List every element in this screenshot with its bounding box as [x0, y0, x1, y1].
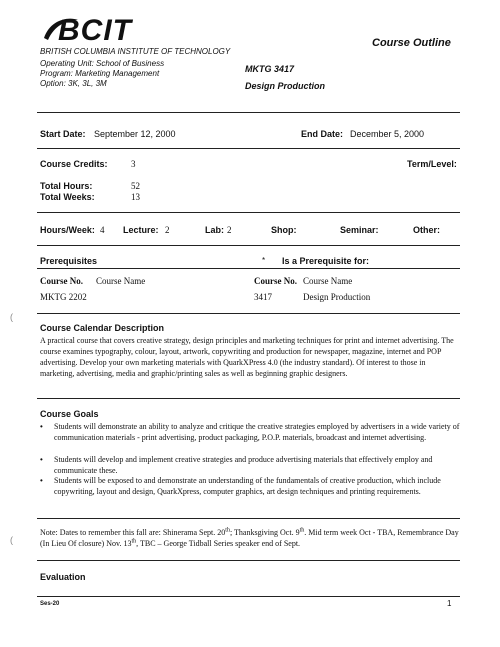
evaluation-heading: Evaluation: [40, 572, 86, 582]
seminar-label: Seminar:: [340, 225, 379, 235]
divider: [37, 148, 460, 149]
divider: [37, 596, 460, 597]
prereq-for-course-no: 3417: [254, 292, 272, 302]
course-title: Design Production: [245, 81, 326, 91]
start-date-label: Start Date:: [40, 129, 86, 139]
margin-mark: (: [10, 535, 13, 545]
divider: [37, 398, 460, 399]
institute-name: BRITISH COLUMBIA INSTITUTE OF TECHNOLOGY: [40, 47, 231, 56]
course-code: MKTG 3417: [245, 64, 295, 74]
lab-value: 2: [227, 225, 232, 235]
form-code: Ses-20: [40, 601, 60, 607]
end-date-value: December 5, 2000: [350, 129, 425, 139]
course-credits-value: 3: [131, 159, 136, 169]
prereq-for-col-course-name: Course Name: [303, 276, 353, 286]
divider: [37, 268, 460, 269]
divider: [37, 245, 460, 246]
hours-week-label: Hours/Week:: [40, 225, 95, 235]
total-hours-label: Total Hours:: [40, 181, 93, 191]
goal-bullet: •: [40, 455, 43, 464]
prereq-for-col-course-no: Course No.: [254, 276, 297, 286]
description-heading: Course Calendar Description: [40, 323, 165, 333]
lecture-value: 2: [165, 225, 170, 235]
divider: [37, 518, 460, 519]
prereq-col-course-name: Course Name: [96, 276, 146, 286]
prereq-col-course-no: Course No.: [40, 276, 83, 286]
total-weeks-label: Total Weeks:: [40, 192, 95, 202]
operating-unit: Operating Unit: School of Business: [40, 59, 165, 68]
bcit-logo: BCIT: [58, 14, 132, 47]
lecture-label: Lecture:: [123, 225, 159, 235]
lab-label: Lab:: [205, 225, 224, 235]
divider: [37, 212, 460, 213]
goal-bullet: •: [40, 422, 43, 431]
goals-heading: Course Goals: [40, 409, 99, 419]
total-weeks-value: 13: [131, 192, 140, 202]
start-date-value: September 12, 2000: [94, 129, 176, 139]
margin-mark: (: [10, 312, 13, 322]
option: Option: 3K, 3L, 3M: [40, 79, 107, 88]
prereq-course-no: MKTG 2202: [40, 292, 87, 302]
course-credits-label: Course Credits:: [40, 159, 108, 169]
prerequisite-for-heading: Is a Prerequisite for:: [282, 256, 370, 266]
goal-item: Students will develop and implement creative strategies and produce advertising materials that effectively employ and communicate these.: [54, 455, 433, 475]
dates-note: Note: Dates to remember this fall are: Shinerama Sept. 20th; Thanksgiving Oct. 9th. Mid term week Oct - TBA, Remembrance Day (In Lieu Of closure) Nov. 13th, TBC – George Tidball Series speaker end of Sept.: [40, 527, 459, 548]
description-text: A practical course that covers creative strategy, design principles and marketing techniques for print and internet advertising. The course examines typography, colour, layout, artwork, copywriting and production for newspaper, magazine, internet and POP advertising. Develop your own marketing materials with QuarkXPress 4.0 (the industry standard). Of interest to those in marketing, advertising, media and graphic/printing sales as well as beginning graphic designers.: [40, 336, 454, 378]
prereq-for-course-name: Design Production: [303, 292, 371, 302]
prerequisites-heading: Prerequisites: [40, 256, 98, 266]
divider: [37, 560, 460, 561]
document-title: Course Outline: [372, 37, 451, 49]
total-hours-value: 52: [131, 181, 140, 191]
hours-week-value: 4: [100, 225, 105, 235]
term-level-label: Term/Level:: [407, 159, 457, 169]
end-date-label: End Date:: [301, 129, 344, 139]
page-number: 1: [447, 599, 452, 608]
goal-item: Students will be exposed to and demonstrate an understanding of the fundamentals of creative production, which include copywriting, layout and design, QuarkXpress, computer graphics, art design techniques and printing requirements.: [54, 476, 441, 496]
shop-label: Shop:: [271, 225, 297, 235]
goal-bullet: •: [40, 476, 43, 485]
other-label: Other:: [413, 225, 440, 235]
divider: [37, 313, 460, 314]
goal-item: Students will demonstrate an ability to analyze and critique the creative strategies employed by advertisers in a wide variety of communication materials - print advertising, product packaging, P.O.P. materials, broadcast and internet advertising.: [54, 422, 460, 442]
divider: [37, 112, 460, 113]
asterisk-mark: *: [262, 256, 266, 265]
program: Program: Marketing Management: [40, 69, 160, 78]
